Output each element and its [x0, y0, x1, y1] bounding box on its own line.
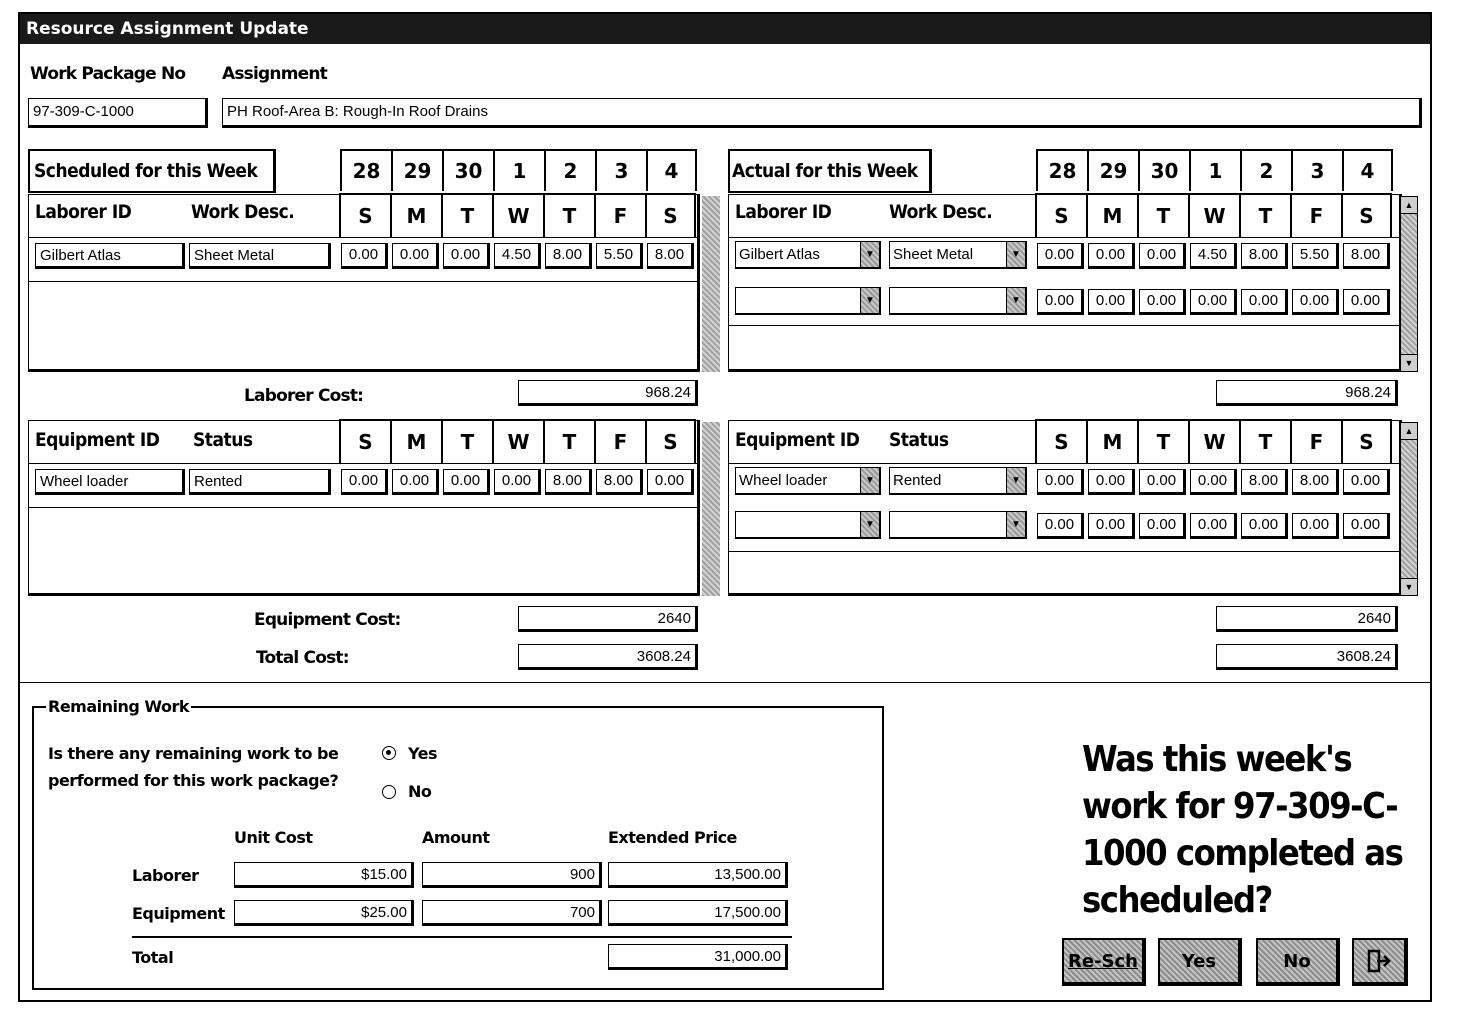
hours-field[interactable]: 0.00 [1343, 513, 1390, 539]
hours-field[interactable]: 8.00 [545, 243, 592, 269]
equipment-cost-label: Equipment Cost: [254, 610, 401, 630]
hours-field[interactable]: 0.00 [1241, 289, 1288, 315]
status-header: Status [889, 429, 949, 451]
date-cell: 3 [595, 149, 646, 191]
hours-field[interactable]: 0.00 [341, 243, 388, 269]
scheduled-equipment-cost: 2640 [518, 606, 698, 632]
question-line: 1000 completed as [1082, 833, 1403, 874]
remaining-total-label: Total [132, 948, 174, 967]
hours-field[interactable]: 8.00 [1292, 469, 1339, 495]
scroll-up-icon[interactable]: ▲ [1401, 197, 1417, 214]
assignment-input[interactable]: PH Roof-Area B: Rough-In Roof Drains [222, 98, 1422, 128]
actual-laborer-panel [728, 194, 1402, 372]
no-button[interactable] [1256, 938, 1340, 986]
hours-field[interactable]: 0.00 [392, 469, 439, 495]
unit-cost-header: Unit Cost [234, 828, 313, 847]
laborer-unit-cost-field[interactable]: $15.00 [234, 862, 414, 888]
remaining-question-line2: performed for this work package? [48, 771, 339, 790]
hours-field[interactable]: 0.00 [1088, 289, 1135, 315]
hours-field[interactable]: 0.00 [1292, 513, 1339, 539]
equipment-extended-price: 17,500.00 [608, 900, 788, 926]
scheduled-laborer-scroll-edge [702, 196, 720, 372]
reschedule-button[interactable] [1062, 938, 1146, 986]
date-cell: 3 [1291, 149, 1342, 191]
day-letter: W [1188, 193, 1239, 237]
hours-field[interactable]: 8.00 [1343, 243, 1390, 269]
hours-field[interactable]: 0.00 [1088, 243, 1135, 269]
work-desc-header: Work Desc. [889, 201, 993, 223]
remaining-laborer-label: Laborer [132, 866, 199, 885]
hours-field[interactable]: 0.00 [1139, 469, 1186, 495]
remaining-work-legend: Remaining Work [48, 697, 190, 716]
laborer-cost-label: Laborer Cost: [244, 386, 364, 406]
day-letter: S [1035, 419, 1086, 463]
day-letter: W [492, 193, 543, 237]
hours-field[interactable]: 5.50 [1292, 243, 1339, 269]
question-line: scheduled? [1082, 880, 1272, 921]
hours-field[interactable]: 0.00 [341, 469, 388, 495]
laborer-id-header: Laborer ID [35, 201, 132, 223]
divider [729, 325, 1399, 326]
dropdown-arrow-icon[interactable]: ▼ [1006, 242, 1025, 267]
extended-price-header: Extended Price [608, 828, 737, 847]
actual-day-letters [1035, 193, 1392, 237]
hours-field[interactable]: 0.00 [1037, 289, 1084, 315]
day-letter: M [1086, 419, 1137, 463]
equipment-amount-field[interactable]: 700 [422, 900, 602, 926]
hours-field[interactable]: 0.00 [1241, 513, 1288, 539]
remaining-no-label[interactable]: No [408, 782, 432, 801]
equipment-id-header: Equipment ID [735, 429, 860, 451]
day-letter: W [492, 419, 543, 463]
yes-button-label: Yes [1181, 950, 1217, 972]
divider [29, 237, 697, 238]
divider [729, 237, 1399, 238]
equipment-status-field[interactable]: Rented [189, 469, 331, 495]
hours-field[interactable]: 0.00 [1190, 469, 1237, 495]
work-desc-header: Work Desc. [191, 201, 295, 223]
scroll-down-icon[interactable]: ▼ [1401, 578, 1417, 595]
actual-equipment-panel [728, 420, 1402, 596]
actual-total-cost: 3608.24 [1216, 644, 1398, 670]
day-letter: S [339, 193, 390, 237]
actual-heading-box [728, 149, 932, 193]
day-letter: T [1137, 193, 1188, 237]
day-letter: T [441, 419, 492, 463]
hours-field[interactable]: 0.00 [443, 469, 490, 495]
select-value: Gilbert Atlas [739, 246, 820, 263]
day-letter: T [441, 193, 492, 237]
work-package-label: Work Package No [30, 64, 186, 84]
day-letter: F [594, 419, 645, 463]
day-letter: T [1137, 419, 1188, 463]
equipment-id-field[interactable]: Wheel loader [35, 469, 185, 495]
day-letter: S [645, 419, 696, 463]
total-cost-label: Total Cost: [256, 648, 349, 668]
hours-field[interactable]: 4.50 [1190, 243, 1237, 269]
scheduled-laborer-hours [339, 241, 696, 271]
remaining-equipment-label: Equipment [132, 904, 225, 923]
dropdown-arrow-icon[interactable]: ▼ [860, 512, 879, 537]
reschedule-button-label: Re-Sch [1068, 950, 1138, 972]
actual-equipment-scrollbar[interactable] [1400, 422, 1418, 596]
hours-field[interactable]: 0.00 [1190, 289, 1237, 315]
date-cell: 1 [1189, 149, 1240, 191]
scheduled-equipment-day-letters [339, 419, 696, 463]
scheduled-equipment-hours [339, 467, 696, 497]
dropdown-arrow-icon[interactable]: ▼ [860, 468, 879, 493]
actual-laborer-hours-row-1 [1035, 241, 1392, 271]
date-cell: 4 [646, 149, 697, 191]
equipment-unit-cost-field[interactable]: $25.00 [234, 900, 414, 926]
select-value: Sheet Metal [893, 246, 974, 263]
hours-field[interactable]: 0.00 [1037, 513, 1084, 539]
hours-field[interactable]: 0.00 [1088, 469, 1135, 495]
actual-laborer-select[interactable] [735, 241, 881, 269]
date-cell: 30 [1138, 149, 1189, 191]
window-title: Resource Assignment Update [20, 14, 1430, 44]
scheduled-equipment-scroll-edge [702, 422, 720, 596]
hours-field[interactable]: 0.00 [1139, 289, 1186, 315]
select-value: Rented [893, 472, 942, 489]
scheduled-date-header [340, 149, 697, 191]
no-button-label: No [1283, 950, 1311, 972]
actual-laborer-cost: 968.24 [1216, 380, 1398, 406]
date-cell: 1 [493, 149, 544, 191]
equipment-id-header: Equipment ID [35, 429, 160, 451]
date-cell: 30 [442, 149, 493, 191]
exit-icon [1366, 948, 1392, 974]
divider [729, 463, 1399, 464]
remaining-yes-radio[interactable] [382, 746, 396, 760]
date-cell: 28 [340, 149, 391, 191]
day-letter: T [1239, 419, 1290, 463]
dropdown-arrow-icon[interactable]: ▼ [1006, 468, 1025, 493]
hours-field[interactable]: 0.00 [1139, 243, 1186, 269]
day-letter: S [1341, 193, 1392, 237]
scheduled-heading-box [28, 149, 276, 193]
scheduled-laborer-panel [28, 194, 700, 372]
actual-work-desc-select[interactable] [889, 241, 1027, 269]
day-letter: M [390, 419, 441, 463]
day-letter: T [1239, 193, 1290, 237]
laborer-amount-field[interactable]: 900 [422, 862, 602, 888]
actual-status-select[interactable] [889, 467, 1027, 495]
scheduled-day-letters [339, 193, 696, 237]
day-letter: T [543, 419, 594, 463]
day-letter: T [543, 193, 594, 237]
remaining-yes-label[interactable]: Yes [408, 744, 437, 763]
remaining-total-price: 31,000.00 [608, 944, 788, 970]
completion-question [1082, 736, 1402, 924]
actual-laborer-scrollbar[interactable] [1400, 196, 1418, 372]
divider [729, 551, 1399, 552]
hours-field[interactable]: 0.00 [1343, 289, 1390, 315]
day-letter: F [1290, 193, 1341, 237]
actual-date-header [1036, 149, 1393, 191]
date-cell: 29 [391, 149, 442, 191]
actual-laborer-select[interactable] [735, 287, 881, 315]
amount-header: Amount [422, 828, 490, 847]
scroll-up-icon[interactable]: ▲ [1401, 423, 1417, 440]
actual-work-desc-select[interactable] [889, 287, 1027, 315]
hours-field[interactable]: 0.00 [1037, 469, 1084, 495]
date-cell: 28 [1036, 149, 1087, 191]
laborer-id-header: Laborer ID [735, 201, 832, 223]
hours-field[interactable]: 8.00 [647, 243, 694, 269]
date-cell: 2 [1240, 149, 1291, 191]
section-divider [20, 682, 1430, 683]
dropdown-arrow-icon[interactable]: ▼ [860, 288, 879, 313]
scheduled-laborer-cost: 968.24 [518, 380, 698, 406]
actual-equipment-day-letters [1035, 419, 1392, 463]
hours-field[interactable]: 0.00 [1292, 289, 1339, 315]
laborer-extended-price: 13,500.00 [608, 862, 788, 888]
actual-equipment-hours-row-2 [1035, 511, 1392, 541]
scheduled-equipment-panel [28, 420, 700, 596]
day-letter: S [1341, 419, 1392, 463]
hours-field[interactable]: 0.00 [1343, 469, 1390, 495]
actual-status-select[interactable] [889, 511, 1027, 539]
work-desc-field[interactable]: Sheet Metal [189, 243, 331, 269]
day-letter: S [1035, 193, 1086, 237]
dropdown-arrow-icon[interactable]: ▼ [860, 242, 879, 267]
day-letter: W [1188, 419, 1239, 463]
day-letter: F [594, 193, 645, 237]
day-letter: F [1290, 419, 1341, 463]
hours-field[interactable]: 0.00 [1190, 513, 1237, 539]
remaining-no-radio[interactable] [382, 785, 396, 799]
resource-assignment-window [18, 12, 1432, 1002]
hours-field[interactable]: 0.00 [647, 469, 694, 495]
actual-laborer-hours-row-2 [1035, 287, 1392, 317]
scroll-down-icon[interactable]: ▼ [1401, 354, 1417, 371]
total-divider [132, 936, 792, 938]
hours-field[interactable]: 8.00 [545, 469, 592, 495]
dropdown-arrow-icon[interactable]: ▼ [1006, 288, 1025, 313]
question-line: work for 97-309-C- [1082, 786, 1398, 827]
hours-field[interactable]: 8.00 [1241, 469, 1288, 495]
day-letter: M [390, 193, 441, 237]
actual-heading: Actual for this Week [732, 160, 918, 182]
assignment-label: Assignment [222, 64, 327, 84]
hours-field[interactable]: 0.00 [443, 243, 490, 269]
hours-field[interactable]: 8.00 [1241, 243, 1288, 269]
day-letter: M [1086, 193, 1137, 237]
dropdown-arrow-icon[interactable]: ▼ [1006, 512, 1025, 537]
status-header: Status [193, 429, 253, 451]
select-value: Wheel loader [739, 472, 828, 489]
hours-field[interactable]: 4.50 [494, 243, 541, 269]
question-line: Was this week's [1082, 739, 1352, 780]
laborer-id-field[interactable]: Gilbert Atlas [35, 243, 185, 269]
date-cell: 2 [544, 149, 595, 191]
divider [29, 507, 697, 508]
date-cell: 4 [1342, 149, 1393, 191]
hours-field[interactable]: 0.00 [1037, 243, 1084, 269]
divider [29, 463, 697, 464]
divider [29, 281, 697, 282]
actual-equipment-cost: 2640 [1216, 606, 1398, 632]
hours-field[interactable]: 0.00 [392, 243, 439, 269]
actual-equipment-select[interactable] [735, 511, 881, 539]
exit-button[interactable] [1352, 938, 1408, 986]
scheduled-heading: Scheduled for this Week [34, 160, 258, 182]
day-letter: S [645, 193, 696, 237]
hours-field[interactable]: 5.50 [596, 243, 643, 269]
hours-field[interactable]: 0.00 [1088, 513, 1135, 539]
scheduled-total-cost: 3608.24 [518, 644, 698, 670]
hours-field[interactable]: 0.00 [1139, 513, 1186, 539]
actual-equipment-hours-row-1 [1035, 467, 1392, 497]
hours-field[interactable]: 0.00 [494, 469, 541, 495]
date-cell: 29 [1087, 149, 1138, 191]
day-letter: S [339, 419, 390, 463]
actual-equipment-select[interactable] [735, 467, 881, 495]
hours-field[interactable]: 8.00 [596, 469, 643, 495]
remaining-question-line1: Is there any remaining work to be [48, 744, 339, 763]
work-package-input[interactable]: 97-309-C-1000 [28, 98, 208, 128]
yes-button[interactable] [1158, 938, 1242, 986]
